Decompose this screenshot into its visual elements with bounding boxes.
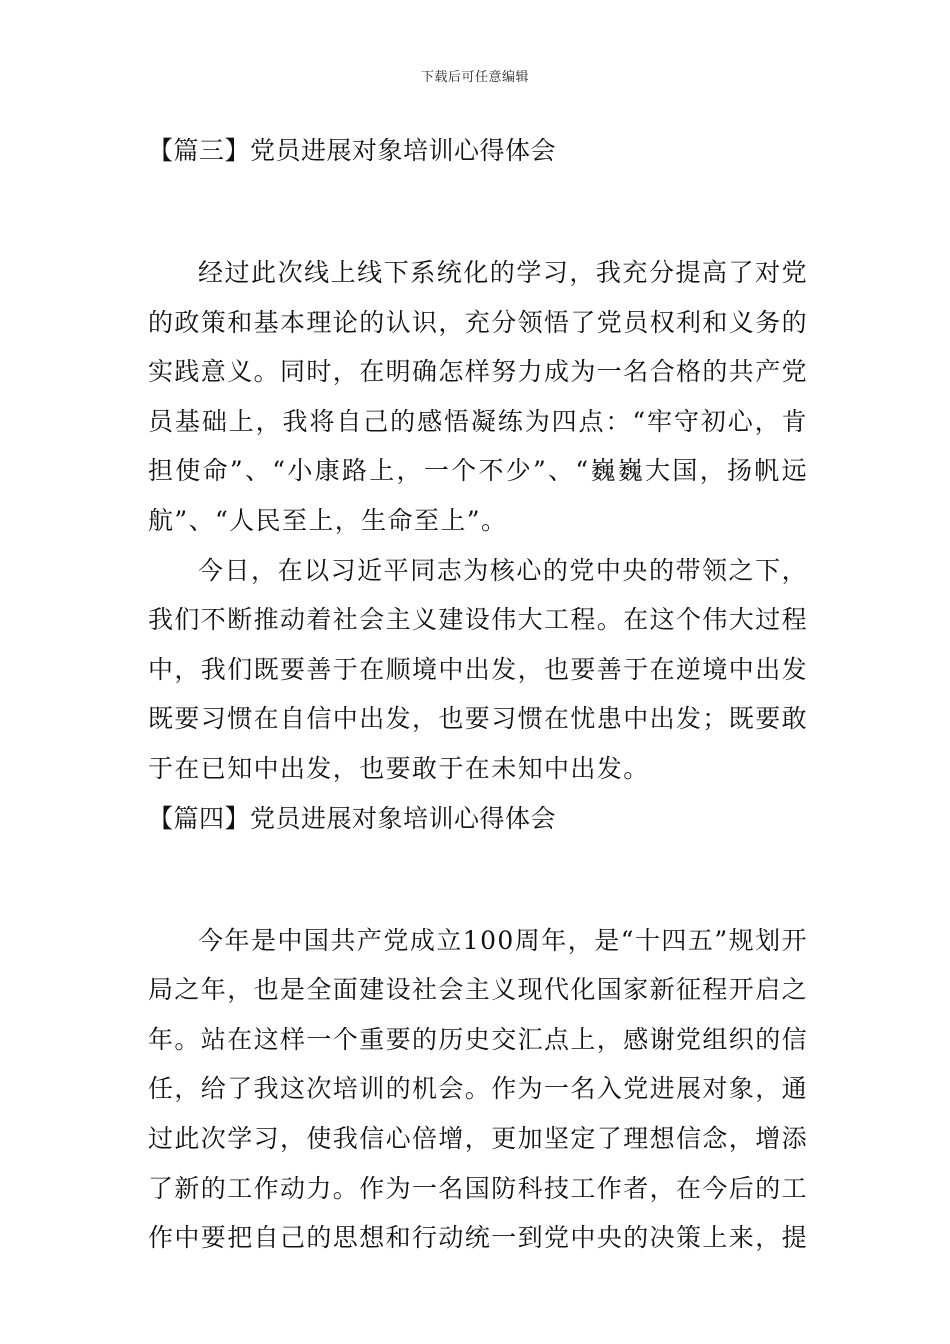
paragraph: 今年是中国共产党成立100周年，是“十四五”规划开局之年，也是全面建设社会主义现代化国家新征程开启之年。站在这样一个重要的历史交汇点上，感谢党组织的信任，给了我这次培训的机会。作为一名入党进展对象，通过此次学习，使我信心倍增，更加坚定了理想信念，增添了新的工作动力。作为一名国防科技工作者，在今后的工作中要把自己的思想和行动统一到党中央的决策上来，提 [148,925,809,1253]
spacer [148,844,808,916]
paragraph: 经过此次线上线下系统化的学习，我充分提高了对党的政策和基本理论的认识，充分领悟了党员权利和义务的实践意义。同时，在明确怎样努力成为一名合格的共产党员基础上，我将自己的感悟凝练为四点：“牢守初心，肯担使命”、“小康路上，一个不少”、“巍巍大国，扬帆远航”、“人民至上，生命至上”。 [148,258,809,535]
header-note: 下载后可任意编辑 [420,70,529,85]
section-title-3: 【篇三】党员进展对象培训心得体会 [148,136,557,165]
spacer [148,176,808,248]
document-body [148,126,808,1263]
section-title-4: 【篇四】党员进展对象培训心得体会 [148,803,557,833]
paragraph: 今日，在以习近平同志为核心的党中央的带领之下，我们不断推动着社会主义建设伟大工程。在这个伟大过程中，我们既要善于在顺境中出发，也要善于在逆境中出发既要习惯在自信中出发，也要习惯在忧患中出发；既要敢于在已知中出发，也要敢于在未知中出发。 [148,555,809,783]
